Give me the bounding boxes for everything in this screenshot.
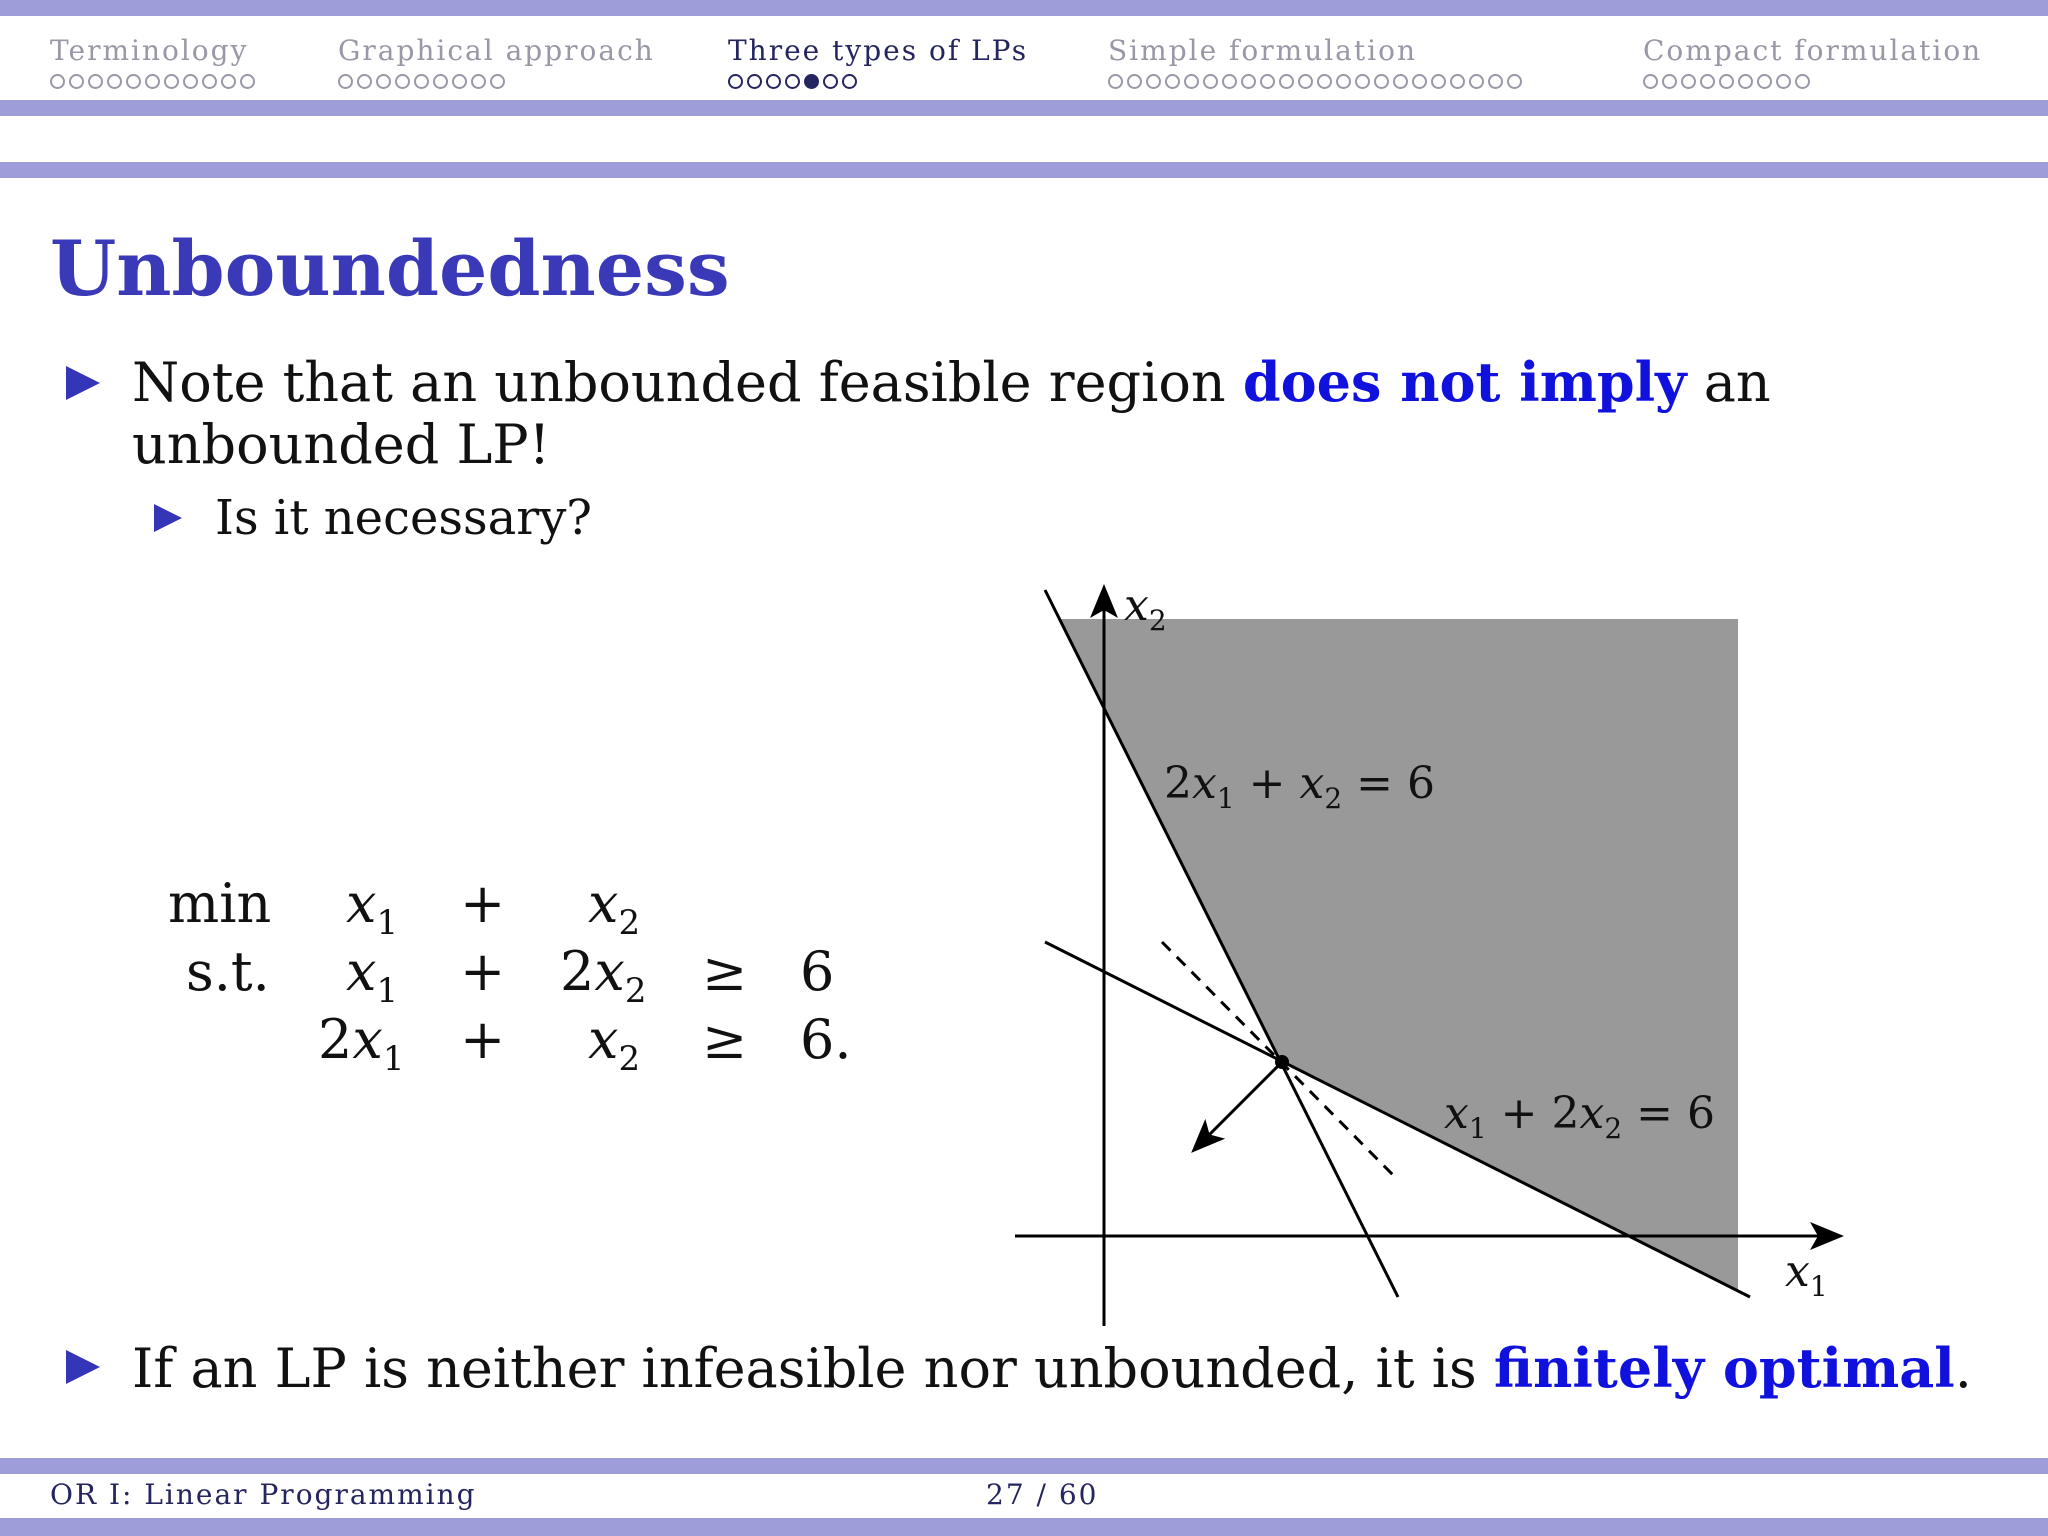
bullet-icon (66, 366, 100, 400)
nav-progress-dot[interactable] (376, 74, 391, 89)
constraint-b-label: $x_1 + 2x_2 = 6$ (1444, 1088, 1715, 1145)
coef: 2 (560, 940, 595, 1003)
nav-progress-dot[interactable] (842, 74, 857, 89)
nav-progress-dot[interactable] (221, 74, 236, 89)
lp-row1-term1: $x_1$ (346, 872, 399, 943)
lp-row3-term2: $x_2$ (588, 1008, 641, 1079)
nav-section-graphical-approach[interactable] (338, 34, 655, 100)
nav-progress-dot[interactable] (357, 74, 372, 89)
nav-progress-dot[interactable] (1757, 74, 1772, 89)
nav-progress-dots[interactable] (728, 74, 857, 89)
nav-progress-dot[interactable] (747, 74, 762, 89)
nav-section-three-types[interactable] (728, 34, 1028, 100)
nav-section-label[interactable]: Graphical approach (338, 34, 655, 67)
nav-progress-dot[interactable] (1279, 74, 1294, 89)
var-x: x (588, 1008, 619, 1071)
nav-section-label[interactable]: Three types of LPs (728, 34, 1029, 67)
nav-progress-dot[interactable] (1488, 74, 1503, 89)
nav-progress-dot[interactable] (202, 74, 217, 89)
var-x: x (352, 1008, 383, 1071)
sub-bullet-icon (154, 504, 182, 532)
var-x: x (346, 872, 377, 935)
nav-progress-dot[interactable] (164, 74, 179, 89)
nav-progress-dot[interactable] (1776, 74, 1791, 89)
title-divider-bar (0, 162, 2048, 178)
footer-top-bar (0, 1458, 2048, 1474)
bullet-1-line-2: unbounded LP! (132, 413, 551, 476)
figure-svg (1000, 580, 1860, 1340)
header-bottom-bar (0, 100, 2048, 116)
nav-progress-dot[interactable] (1222, 74, 1237, 89)
nav-progress-dot[interactable] (1108, 74, 1123, 89)
nav-progress-dot[interactable] (433, 74, 448, 89)
nav-progress-dot[interactable] (1317, 74, 1332, 89)
nav-progress-dot[interactable] (414, 74, 429, 89)
nav-progress-dot[interactable] (88, 74, 103, 89)
nav-progress-dot[interactable] (1469, 74, 1484, 89)
lp-row3-relation: ≥ (702, 1008, 748, 1071)
nav-section-simple-formulation[interactable] (1108, 34, 1417, 100)
nav-progress-dot[interactable] (1700, 74, 1715, 89)
nav-progress-dot[interactable] (766, 74, 781, 89)
footer-bottom-bar (0, 1518, 2048, 1536)
nav-progress-dot[interactable] (1241, 74, 1256, 89)
nav-progress-dot[interactable] (1146, 74, 1161, 89)
lp-row3-plus: + (460, 1008, 506, 1071)
var-x: x (1785, 1246, 1810, 1297)
bullet-1-text: Note that an unbounded feasible region (132, 351, 1226, 414)
nav-progress-dot[interactable] (145, 74, 160, 89)
bullet-1-text-after: an (1703, 351, 1771, 414)
x2-axis-label: $x_2$ (1124, 580, 1167, 637)
footer-page-number: 27 / 60 (986, 1478, 1099, 1511)
var-x: x (346, 940, 377, 1003)
lp-min-label: min (168, 872, 272, 935)
coef: 2 (318, 1008, 353, 1071)
bullet-icon (66, 1350, 100, 1384)
nav-progress-dot[interactable] (728, 74, 743, 89)
var-x: x (588, 872, 619, 935)
x1-axis-label: $x_1$ (1785, 1246, 1828, 1303)
lp-row2-term1: $x_1$ (346, 940, 399, 1011)
nav-progress-dot[interactable] (1165, 74, 1180, 89)
nav-progress-dot[interactable] (1681, 74, 1696, 89)
nav-progress-dot[interactable] (1203, 74, 1218, 89)
nav-progress-dot[interactable] (823, 74, 838, 89)
lp-row2-term2: $2x_2$ (560, 940, 647, 1011)
lp-row2-rhs: 6 (800, 940, 835, 1003)
lp-row2-plus: + (460, 940, 506, 1003)
nav-progress-dot[interactable] (471, 74, 486, 89)
nav-section-label[interactable]: Terminology (50, 34, 249, 67)
nav-progress-dot[interactable] (1127, 74, 1142, 89)
nav-progress-dot[interactable] (1393, 74, 1408, 89)
nav-progress-dot[interactable] (126, 74, 141, 89)
nav-progress-dot[interactable] (1719, 74, 1734, 89)
var-x: x (594, 940, 625, 1003)
bullet-1-line-1 (132, 350, 1771, 414)
nav-progress-dot[interactable] (183, 74, 198, 89)
nav-progress-dot[interactable] (785, 74, 800, 89)
nav-progress-dot[interactable] (452, 74, 467, 89)
lp-row3-rhs: 6. (800, 1008, 852, 1071)
nav-progress-dots[interactable] (1108, 74, 1522, 89)
lp-st-label: s.t. (186, 940, 270, 1003)
feasible-region (1058, 619, 1738, 1290)
nav-progress-dot[interactable] (338, 74, 353, 89)
feasible-region-figure (1000, 580, 1860, 1340)
nav-section-label[interactable]: Compact formulation (1643, 34, 1983, 67)
lp-row3-term1: $2x_1$ (318, 1008, 405, 1079)
nav-progress-dot[interactable] (1662, 74, 1677, 89)
bullet-2-text-after: . (1954, 1337, 1972, 1400)
nav-progress-dots[interactable] (1643, 74, 1810, 89)
nav-section-compact-formulation[interactable] (1643, 34, 1982, 100)
slide-title: Unboundedness (50, 224, 730, 313)
bullet-1-highlight: does not imply (1242, 350, 1687, 414)
nav-progress-dots[interactable] (338, 74, 505, 89)
lp-row1-term2: $x_2$ (588, 872, 641, 943)
nav-progress-dot[interactable] (1412, 74, 1427, 89)
nav-progress-dot[interactable] (1795, 74, 1810, 89)
nav-progress-dot[interactable] (1643, 74, 1658, 89)
nav-progress-dot[interactable] (804, 74, 819, 89)
nav-progress-dot[interactable] (1738, 74, 1753, 89)
nav-progress-dot[interactable] (107, 74, 122, 89)
bullet-2 (132, 1336, 1972, 1400)
nav-section-label[interactable]: Simple formulation (1108, 34, 1417, 67)
nav-progress-dot[interactable] (1374, 74, 1389, 89)
lp-row2-relation: ≥ (702, 940, 748, 1003)
header-top-bar (0, 0, 2048, 16)
nav-progress-dot[interactable] (50, 74, 65, 89)
nav-progress-dot[interactable] (240, 74, 255, 89)
bullet-2-text: If an LP is neither infeasible nor unbounded, it is (132, 1337, 1477, 1400)
lp-row1-plus: + (460, 872, 506, 935)
nav-progress-dot[interactable] (69, 74, 84, 89)
footer-course-title: OR I: Linear Programming (50, 1478, 477, 1511)
nav-progress-dot[interactable] (1355, 74, 1370, 89)
nav-section-terminology[interactable] (50, 34, 248, 100)
nav-progress-dot[interactable] (1507, 74, 1522, 89)
nav-progress-dot[interactable] (1184, 74, 1199, 89)
nav-progress-dot[interactable] (1260, 74, 1275, 89)
nav-progress-dot[interactable] (1336, 74, 1351, 89)
nav-progress-dot[interactable] (395, 74, 410, 89)
bullet-2-highlight: finitely optimal (1493, 1336, 1955, 1400)
nav-progress-dot[interactable] (1450, 74, 1465, 89)
sub-bullet-text: Is it necessary? (215, 490, 593, 546)
constraint-a-label: $2x_1 + x_2 = 6$ (1164, 758, 1435, 815)
nav-progress-dot[interactable] (1298, 74, 1313, 89)
optimal-point (1275, 1055, 1289, 1069)
nav-progress-dot[interactable] (1431, 74, 1446, 89)
nav-progress-dot[interactable] (490, 74, 505, 89)
var-x: x (1124, 580, 1149, 631)
descent-direction-arrow (1194, 1062, 1282, 1150)
nav-progress-dots[interactable] (50, 74, 255, 89)
